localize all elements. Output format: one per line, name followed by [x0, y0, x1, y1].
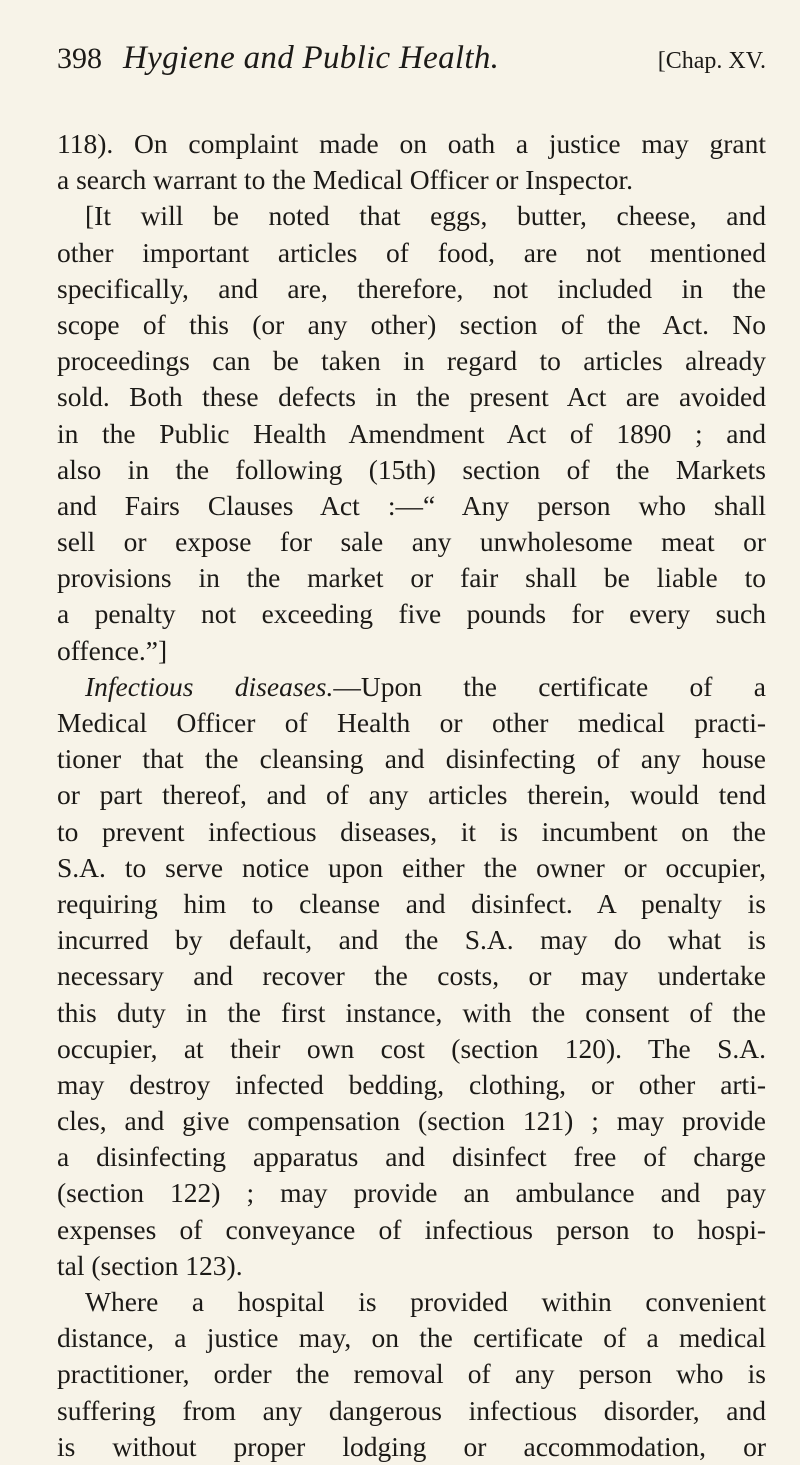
paragraph-search-warrant: [57, 126, 766, 198]
text-line: occupier, at their own cost (section 120). The S.A.: [57, 1032, 766, 1064]
body-text: [57, 126, 766, 1465]
running-head: [57, 40, 766, 86]
text-line: a disinfecting apparatus and disinfect free of charge: [57, 1141, 766, 1173]
text-line: may destroy infected bedding, clothing, or other arti-: [57, 1068, 766, 1100]
text-line: specifically, and are, therefore, not included in the: [57, 272, 766, 304]
text-line: scope of this (or any other) section of the Act. No: [57, 308, 766, 340]
page-number: 398: [57, 42, 102, 75]
book-title: Hygiene and Public Health.: [123, 40, 500, 76]
text-line: Medical Officer of Health or other medical practi-: [57, 707, 766, 738]
text-line: or part thereof, and of any articles therein, would tend: [57, 779, 766, 811]
paragraph-bracketed-note: [57, 198, 766, 668]
text-line: cles, and give compensation (section 121) ; may provide: [57, 1105, 766, 1137]
text-line: sell or expose for sale any unwholesome meat or: [57, 526, 766, 558]
text-line: to prevent infectious diseases, it is incumbent on the: [57, 815, 766, 847]
paragraph-infectious-diseases: [57, 669, 766, 1284]
text-line: a penalty not exceeding five pounds for every such: [57, 598, 766, 630]
text-line-rest: —Upon the certificate of a: [333, 670, 766, 702]
text-line: 118). On complaint made on oath a justice may grant: [57, 128, 766, 159]
text-line: other important articles of food, are not mentioned: [57, 236, 766, 268]
text-line: suffering from any dangerous infectious disorder, and: [57, 1394, 766, 1426]
text-line: necessary and recover the costs, or may undertake: [57, 960, 766, 992]
text-line-with-heading: [57, 669, 766, 705]
section-heading: Infectious diseases.: [85, 670, 334, 702]
text-line: offence.”]: [57, 634, 168, 666]
text-line: distance, a justice may, on the certificate of a medical: [57, 1322, 766, 1354]
text-line: is without proper lodging or accommodation, or: [57, 1430, 766, 1462]
text-line: Where a hospital is provided within convenient: [85, 1286, 766, 1317]
text-line: (section 122) ; may provide an ambulance and pay: [57, 1177, 766, 1209]
text-line: also in the following (15th) section of the Markets: [57, 453, 766, 485]
text-line: requiring him to cleanse and disinfect. A penalty is: [57, 887, 766, 919]
chapter-label: [Chap. XV.: [657, 48, 766, 74]
text-line: sold. Both these defects in the present Act are avoided: [57, 381, 766, 413]
text-line: provisions in the market or fair shall be liable to: [57, 562, 766, 594]
text-line: this duty in the first instance, with the consent of the: [57, 996, 766, 1028]
text-line: a search warrant to the Medical Officer or Inspector.: [57, 164, 633, 196]
text-line: expenses of conveyance of infectious person to hospi-: [57, 1213, 766, 1245]
text-line: tal (section 123).: [57, 1249, 243, 1281]
text-line: practitioner, order the removal of any person who is: [57, 1358, 766, 1390]
text-line: tioner that the cleansing and disinfecting of any house: [57, 743, 766, 775]
text-line: [It will be noted that eggs, butter, cheese, and: [85, 200, 766, 232]
text-line: in the Public Health Amendment Act of 1890 ; and: [57, 417, 766, 449]
text-line: and Fairs Clauses Act :—“ Any person who shall: [57, 489, 766, 521]
text-line: proceedings can be taken in regard to articles already: [57, 345, 766, 377]
text-line: S.A. to serve notice upon either the owner or occupier,: [57, 851, 766, 883]
text-line: incurred by default, and the S.A. may do what is: [57, 924, 766, 956]
paragraph-hospital-removal: [57, 1284, 766, 1465]
